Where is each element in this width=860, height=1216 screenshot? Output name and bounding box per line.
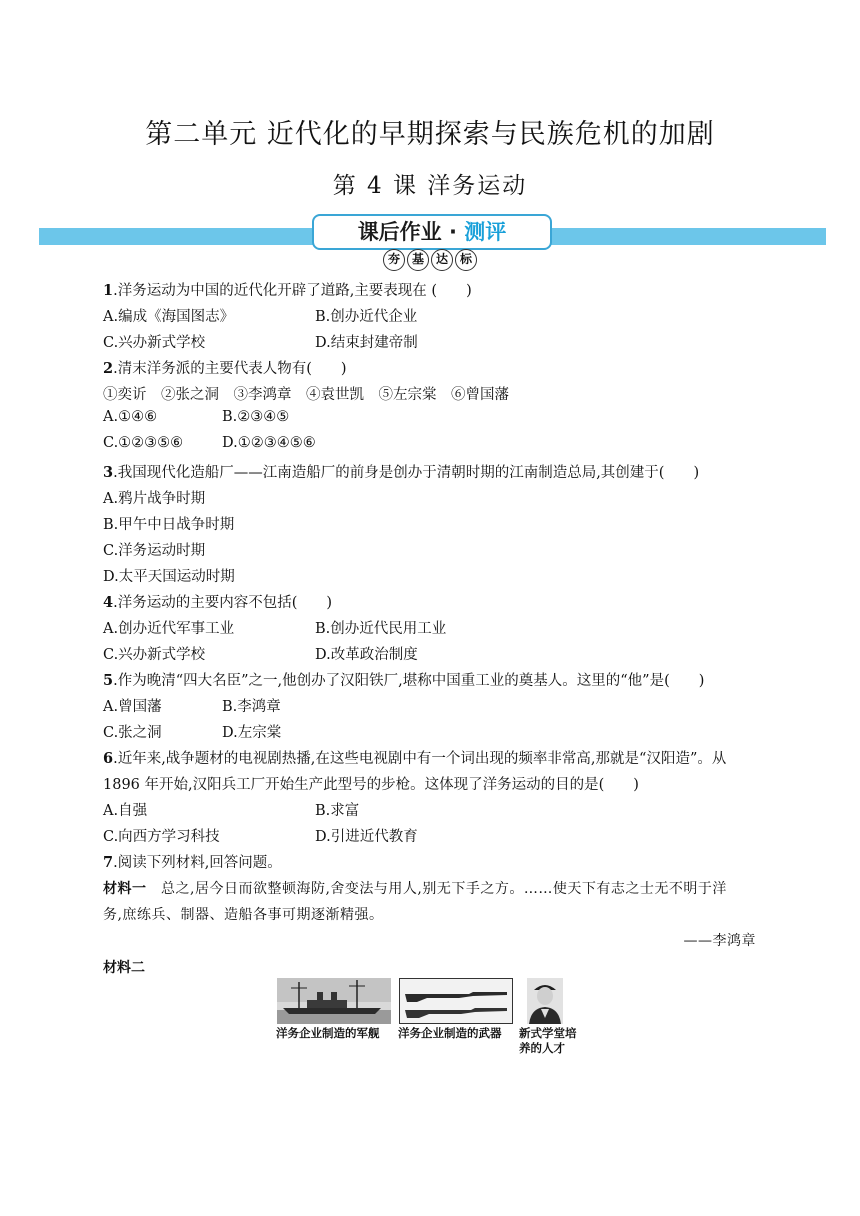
question-4-option-b: B.创办近代民用工业: [315, 621, 447, 637]
question-1-option-b: B.创办近代企业: [315, 309, 418, 325]
question-2-items: ①奕䜣 ②张之洞 ③李鸿章 ④袁世凯 ⑤左宗棠 ⑥曾国藩: [103, 387, 509, 403]
section-banner: [312, 214, 552, 250]
badge: 标: [455, 249, 477, 271]
question-5-option-a: A.曾国藩: [103, 699, 162, 715]
figure-caption-talent-2: 养的人才: [519, 1041, 565, 1055]
question-7-stem: 7.阅读下列材料,回答问题。: [103, 854, 282, 871]
question-3-option-c: C.洋务运动时期: [103, 543, 206, 559]
question-6-stem-cont: 1896 年开始,汉阳兵工厂开始生产此型号的步枪。这体现了洋务运动的目的是( ): [103, 777, 639, 793]
question-2-option-d: D.①②③④⑤⑥: [222, 435, 316, 451]
question-2-option-a: A.①④⑥: [103, 409, 158, 425]
badge: 基: [407, 249, 429, 271]
lesson-title: 第 4 课 洋务运动: [332, 173, 528, 199]
question-5-option-d: D.左宗棠: [222, 725, 282, 741]
unit-title: 第二单元 近代化的早期探索与民族危机的加剧: [145, 119, 715, 150]
question-6-option-b: B.求富: [315, 803, 360, 819]
question-5-option-c: C.张之洞: [103, 725, 162, 741]
scholar-portrait: [527, 978, 563, 1028]
banner-text: 课后作业 ·: [357, 220, 465, 244]
question-3-stem: 3.我国现代化造船厂——江南造船厂的前身是创办于清朝时期的江南制造总局,其创建于( ): [103, 464, 700, 481]
question-1-option-d: D.结束封建帝制: [315, 335, 418, 351]
material-1-label: 材料一: [103, 881, 147, 897]
question-6-option-d: D.引进近代教育: [315, 829, 418, 845]
figure-caption-warship: 洋务企业制造的军舰: [276, 1026, 380, 1040]
question-4-option-c: C.兴办新式学校: [103, 647, 206, 663]
question-6-option-a: A.自强: [103, 803, 148, 819]
badge: 达: [431, 249, 453, 271]
level-badges: [383, 249, 479, 271]
material-1-line-2: 务,庶练兵、制器、造船各事可期逐渐精强。: [103, 907, 384, 923]
question-1-option-a: A.编成《海国图志》: [103, 309, 235, 325]
material-1-line-1: 材料一 总之,居今日而欲整顿海防,舍变法与用人,别无下手之方。……使天下有志之士无不明于洋: [103, 881, 727, 897]
question-4-option-d: D.改革政治制度: [315, 647, 418, 663]
badge: 夯: [383, 249, 405, 271]
question-2-option-c: C.①②③⑤⑥: [103, 435, 184, 451]
weapons-photo: [399, 978, 513, 1028]
question-5-option-b: B.李鸿章: [222, 699, 281, 715]
question-4-stem: 4.洋务运动的主要内容不包括( ): [103, 594, 333, 611]
question-6-option-c: C.向西方学习科技: [103, 829, 220, 845]
question-5-stem: 5.作为晚清“四大名臣”之一,他创办了汉阳铁厂,堪称中国重工业的奠基人。这里的“他”是( ): [103, 672, 705, 689]
banner-highlight: 测评: [464, 220, 507, 244]
question-2-stem: 2.清末洋务派的主要代表人物有( ): [103, 360, 347, 377]
figure-caption-talent-1: 新式学堂培: [519, 1026, 577, 1040]
material-2-label: 材料二: [103, 960, 145, 976]
question-3-option-d: D.太平天国运动时期: [103, 569, 235, 585]
question-3-option-b: B.甲午中日战争时期: [103, 517, 235, 533]
question-2-option-b: B.②③④⑤: [222, 409, 290, 425]
question-6-stem: 6.近年来,战争题材的电视剧热播,在这些电视剧中有一个词出现的频率非常高,那就是“汉阳造”。从: [103, 750, 727, 767]
figure-caption-weapons: 洋务企业制造的武器: [398, 1026, 502, 1040]
question-3-option-a: A.鸦片战争时期: [103, 491, 206, 507]
question-1-stem: 1.洋务运动为中国的近代化开辟了道路,主要表现在 ( ): [103, 282, 472, 299]
question-1-option-c: C.兴办新式学校: [103, 335, 206, 351]
warship-photo: [277, 978, 391, 1028]
material-1-source: ——李鸿章: [683, 933, 756, 949]
question-4-option-a: A.创办近代军事工业: [103, 621, 235, 637]
